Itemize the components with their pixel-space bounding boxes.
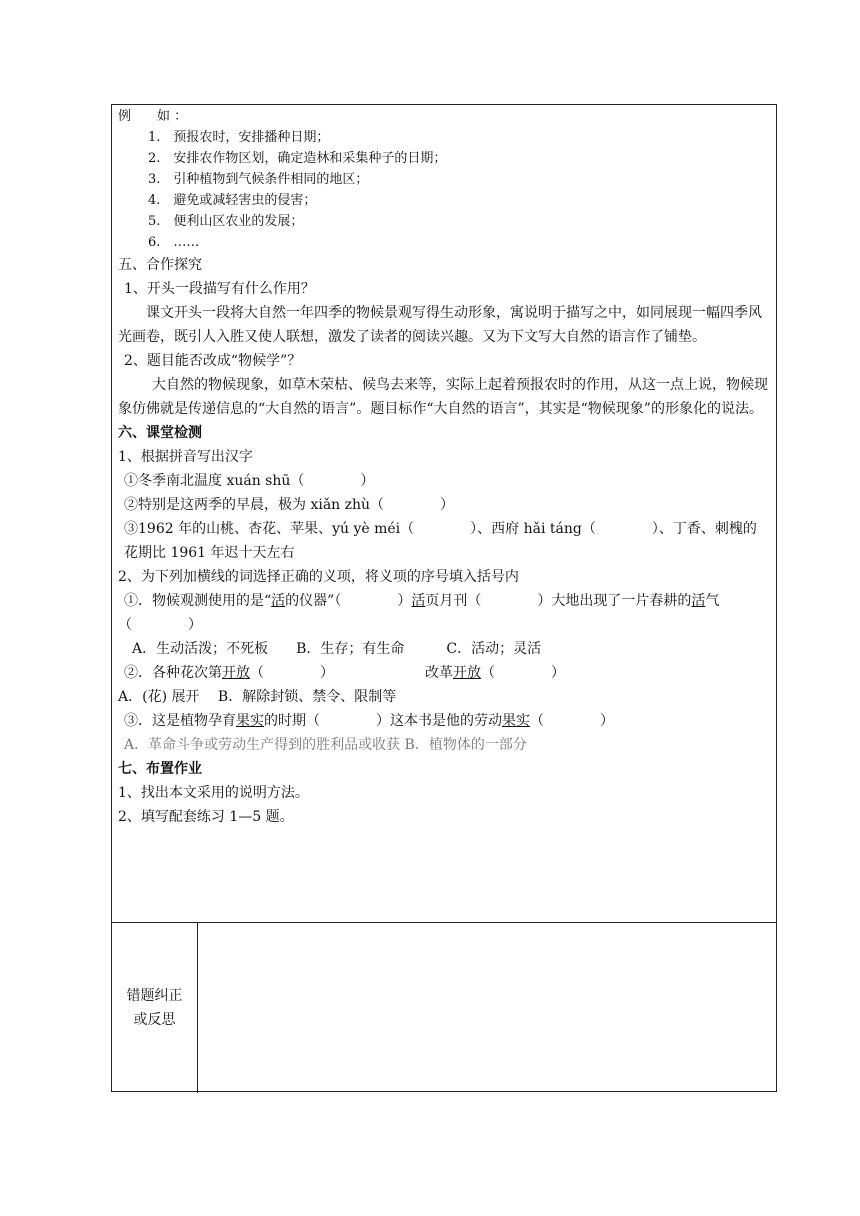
- text: （ ） 改革: [250, 665, 453, 681]
- reflection-row: [112, 923, 776, 1093]
- homework-2: 2、填写配套练习 1—5 题。: [118, 809, 294, 825]
- question-1: 1、开头一段描写有什么作用？: [124, 281, 315, 297]
- meaning-options-2: A．(花) 展开 B．解除封锁、禁令、限制等: [118, 689, 397, 705]
- example-item: 2. 安排农作物区划，确定造林和采集种子的日期；: [148, 151, 447, 166]
- text: 页月刊（ ）大地出现了一片春耕的: [425, 593, 692, 609]
- section-6-title: 六、课堂检测: [118, 425, 202, 441]
- answer-1: 课文开头一段将大自然一年四季的物候景观写得生动形象，寓说明于描写之中，如同展现一幅四季风光画卷，既引人入胜又使人联想，激发了读者的阅读兴趣。又为下文写大自然的语言作了铺垫。: [118, 305, 762, 345]
- example-item: 3. 引种植物到气候条件相同的地区；: [148, 172, 369, 187]
- underlined-word: 果实: [502, 713, 530, 729]
- example-item: 4. 避免或减轻害虫的侵害；: [148, 193, 317, 208]
- example-item: 1. 预报农时，安排播种日期；: [148, 130, 330, 145]
- text: ②．各种花次第: [124, 665, 222, 681]
- text: ①．物候观测使用的是“: [124, 593, 272, 609]
- pinyin-question: 1、根据拼音写出汉字: [118, 449, 253, 465]
- text: 的仪器”（ ）: [285, 593, 412, 609]
- text: 的时期（ ）这本书是他的劳动: [264, 713, 502, 729]
- underlined-word: 活: [691, 593, 706, 609]
- pinyin-item-c: ③1962 年的山桃、杏花、苹果、yú yè méi（ ）、西府 hǎi táng（ ）、丁香、刺槐的花期比 1961 年迟十天左右: [124, 521, 757, 561]
- underlined-word: 开放: [222, 665, 250, 681]
- answer-2: 大自然的物候现象，如草木荣枯、候鸟去来等，实际上起着预报农时的作用，从这一点上说，物候现象仿佛就是传递信息的“大自然的语言”。题目标作“大自然的语言”，其实是“物候现象”的形象化的说法。: [118, 377, 768, 417]
- underlined-word: 果实: [236, 713, 264, 729]
- text: （ ）: [530, 713, 614, 729]
- reflection-label: 或反思: [133, 1012, 176, 1028]
- reflection-label: 错题纠正: [126, 988, 183, 1004]
- section-7-title: 七、布置作业: [118, 761, 202, 777]
- meaning-question: 2、为下列加横线的词选择正确的义项，将义项的序号填入括号内: [118, 569, 519, 585]
- meaning-item-3: [118, 709, 770, 733]
- content-cell: [112, 105, 776, 923]
- underlined-word: 活: [271, 593, 286, 609]
- question-2: 2、题目能否改成“物候学”？: [124, 353, 302, 369]
- section-5-title: 五、合作探究: [118, 257, 202, 273]
- example-item: 5. 便利山区农业的发展；: [148, 214, 304, 229]
- homework-1: 1、找出本文采用的说明方法。: [118, 785, 309, 801]
- pinyin-item-b: ②特别是这两季的早晨，极为 xiǎn zhù（ ）: [124, 497, 455, 513]
- meaning-item-2: [118, 661, 770, 685]
- reflection-label-cell: [112, 923, 198, 1093]
- meaning-item-1: [118, 589, 770, 613]
- text: ③．这是植物孕育: [124, 713, 236, 729]
- example-heading: 例 如 ：: [118, 109, 188, 124]
- text: 气: [705, 593, 720, 609]
- underlined-word: 开放: [453, 665, 481, 681]
- example-item: 6. ……: [148, 235, 200, 250]
- meaning-options-1: A．生动活泼；不死板 B．生存；有生命 C．活动；灵活: [132, 641, 542, 657]
- worksheet-table: [111, 104, 777, 1092]
- underlined-word: 活: [411, 593, 426, 609]
- meaning-options-3: A．革命斗争或劳动生产得到的胜利品或收获 B．植物体的一部分: [124, 737, 527, 753]
- answer-blank: （ ）: [118, 617, 202, 633]
- pinyin-item-a: ①冬季南北温度 xuán shū（ ）: [124, 473, 375, 489]
- text: （ ）: [481, 665, 565, 681]
